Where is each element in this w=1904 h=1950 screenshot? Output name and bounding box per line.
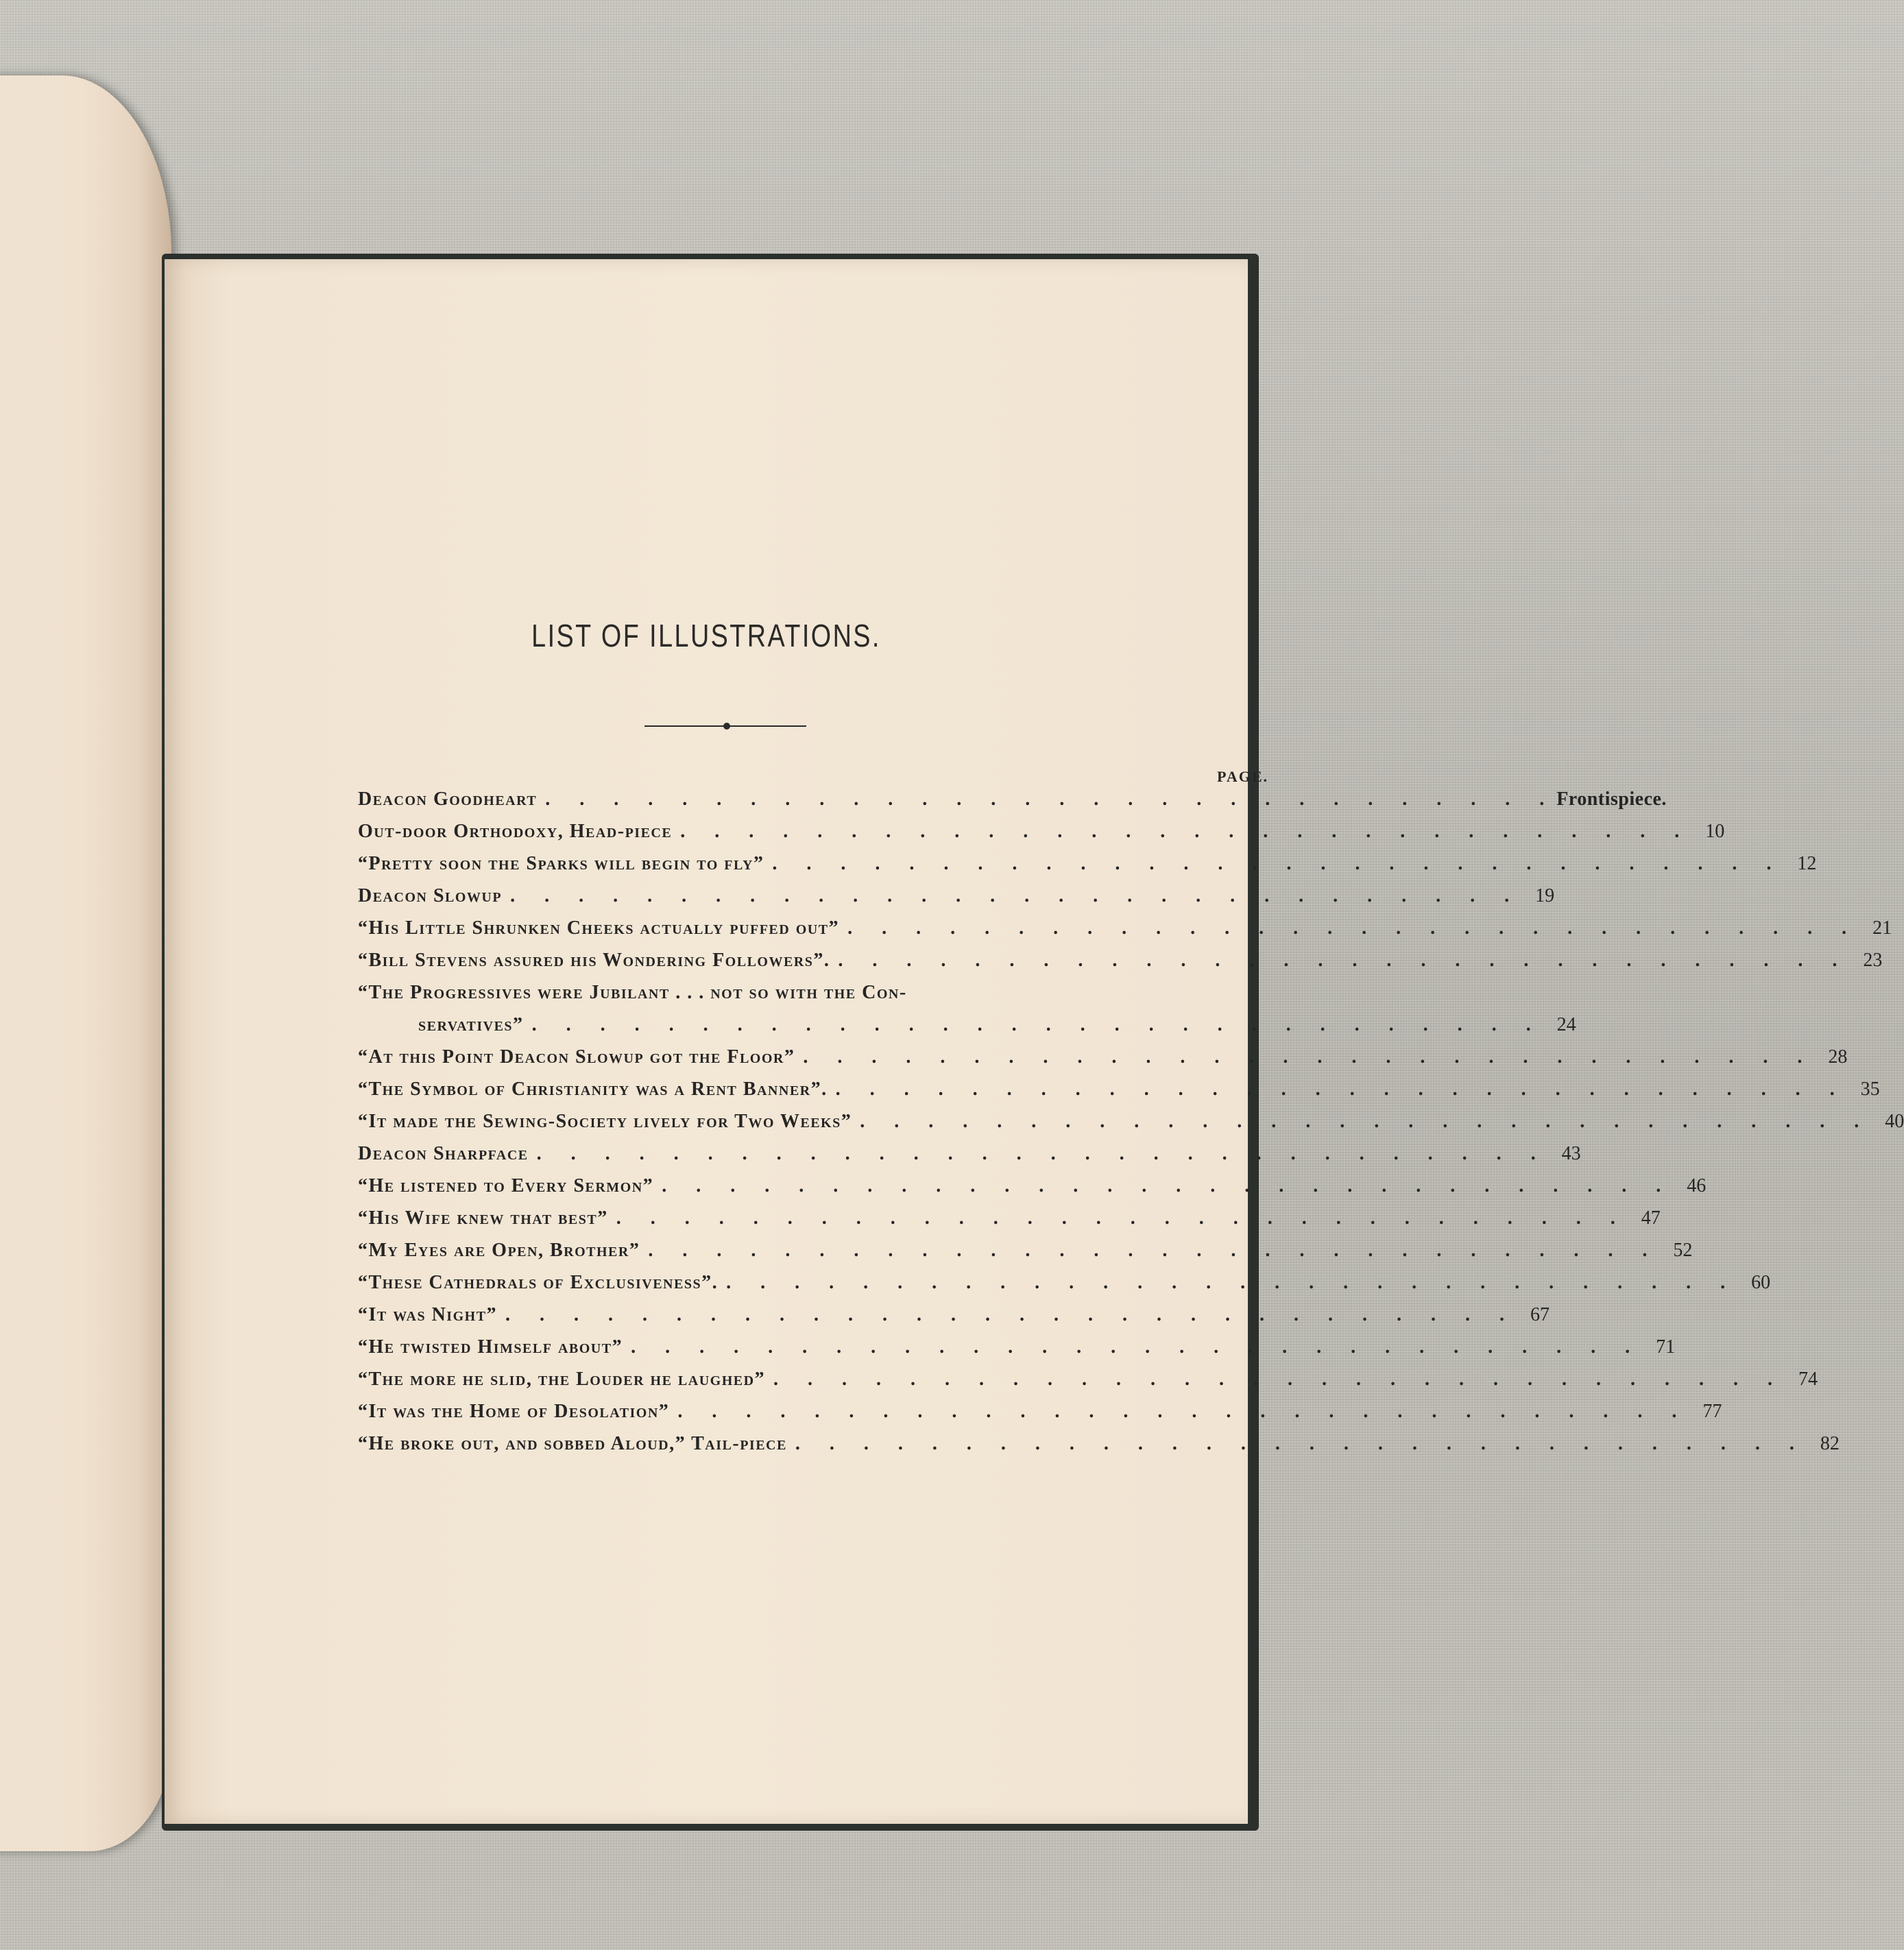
entry-label: “It was the Home of Desolation” [358,1401,670,1422]
list-item [358,1401,1722,1433]
entry-label: “He broke out, and sobbed Aloud,” Tail-piece [358,1433,787,1454]
list-item [358,950,1883,982]
dot-leader: . . . . . . . . . . . . . . . . . . . . . . . . . . . . . . [838,950,1850,971]
entry-page-number: 71 [1656,1336,1676,1358]
entry-label: Deacon Slowup [358,885,503,906]
entry-page-number: 12 [1797,853,1817,874]
entry-label: “He twisted Himself about” [358,1336,623,1358]
left-page [0,75,171,1851]
entry-page-number: 10 [1705,821,1725,842]
entry-page-number: 23 [1863,950,1883,971]
list-item [358,1240,1693,1272]
dot-leader: . . . . . . . . . . . . . . . . . . . . . . . . . . . . . . [505,1304,1517,1325]
entry-page-number: 24 [1556,1014,1576,1035]
entry-page-number: 35 [1860,1079,1880,1100]
entry-label: Deacon Goodheart [358,789,538,810]
dot-leader: . . . . . . . . . . . . . . . . . . . . . . . . . . . . . . [510,885,1522,906]
list-item [358,885,1555,917]
dot-leader: . . . . . . . . . . . . . . . . . . . . . . . . . . . . . . [680,821,1692,842]
entry-label: “These Cathedrals of Exclusiveness”. [358,1272,719,1293]
list-item [358,1433,1840,1465]
dot-leader: . . . . . . . . . . . . . . . . . . . . . . . . . . . . . . [772,853,1784,874]
entry-page-number: 52 [1673,1240,1693,1261]
list-item [358,1175,1707,1207]
entry-page-number: 40 [1885,1111,1904,1132]
entry-label: “At this Point Deacon Slowup got the Floor” [358,1046,795,1068]
entry-label: servatives” [418,1014,524,1035]
list-item [358,1304,1550,1336]
entry-page-number: 19 [1535,885,1555,906]
entry-page-number: 47 [1641,1207,1661,1229]
list-item [358,1272,1771,1304]
entry-label: “His Little Shrunken Cheeks actually puffed out” [358,917,840,939]
entry-label: Out-door Orthodoxy, Head-piece [358,821,673,842]
list-item [358,789,1667,821]
dot-leader: . . . . . . . . . . . . . . . . . . . . . . . . . . . . . . [531,1014,1543,1035]
entry-page-number: 82 [1820,1433,1840,1454]
list-item [358,1111,1904,1143]
entry-label: “The Progressives were Jubilant . . . not so with the Con- [358,982,907,1003]
entry-label: “Bill Stevens assured his Wondering Followers”. [358,950,830,971]
entry-label: “It was Night” [358,1304,498,1325]
entry-page-number: 21 [1872,917,1892,939]
entry-page-number: Frontispiece. [1556,789,1667,810]
entry-page-number: 67 [1530,1304,1550,1325]
dot-leader: . . . . . . . . . . . . . . . . . . . . . . . . . . . . . . [631,1336,1643,1358]
list-item [358,1014,1576,1046]
list-item [358,1207,1661,1240]
dot-leader: . . . . . . . . . . . . . . . . . . . . . . . . . . . . . . [726,1272,1738,1293]
list-item [358,982,1277,1014]
list-item [358,1079,1880,1111]
entry-label: “He listened to Every Sermon” [358,1175,654,1196]
right-page [165,259,1904,1824]
entry-page-number: 77 [1702,1401,1722,1422]
entry-label: “His Wife knew that best” [358,1207,608,1229]
entry-label: “My Eyes are Open, Brother” [358,1240,640,1261]
dot-leader: . . . . . . . . . . . . . . . . . . . . . . . . . . . . . . [616,1207,1628,1229]
list-item [358,853,1817,885]
list-item [358,821,1725,853]
dot-leader: . . . . . . . . . . . . . . . . . . . . . . . . . . . . . . [803,1046,1815,1068]
entry-label: “It made the Sewing-Society lively for Two Weeks” [358,1111,852,1132]
dot-leader: . . . . . . . . . . . . . . . . . . . . . . . . . . . . . . [773,1369,1785,1390]
page-title: LIST OF ILLUSTRATIONS. [531,618,881,653]
dot-leader: . . . . . . . . . . . . . . . . . . . . . . . . . . . . . . [677,1401,1689,1422]
title-ornament-rule [644,721,806,731]
list-item [358,917,1892,950]
entry-page-number: 28 [1828,1046,1848,1068]
dot-leader: . . . . . . . . . . . . . . . . . . . . . . . . . . . . . . [536,1143,1548,1164]
dot-leader: . . . . . . . . . . . . . . . . . . . . . . . . . . . . . . [795,1433,1807,1454]
entry-page-number: 43 [1561,1143,1581,1164]
page-column-header: PAGE. [1217,768,1268,785]
dot-leader: . . . . . . . . . . . . . . . . . . . . . . . . . . . . . . [860,1111,1872,1132]
dot-leader: . . . . . . . . . . . . . . . . . . . . . . . . . . . . . . [545,789,1557,810]
list-item [358,1369,1818,1401]
entries-container [358,789,1904,1465]
list-item [358,1143,1581,1175]
entry-label: “The Symbol of Christianity was a Rent Banner”. [358,1079,828,1100]
entry-page-number: 74 [1798,1369,1818,1390]
entry-page-number: 46 [1687,1175,1707,1196]
list-item [358,1336,1676,1369]
dot-leader: . . . . . . . . . . . . . . . . . . . . . . . . . . . . . . [648,1240,1660,1261]
entry-page-number: 60 [1751,1272,1771,1293]
dot-leader: . . . . . . . . . . . . . . . . . . . . . . . . . . . . . . [835,1079,1847,1100]
dot-leader: . . . . . . . . . . . . . . . . . . . . . . . . . . . . . . [662,1175,1674,1196]
entry-label: “Pretty soon the Sparks will begin to fly” [358,853,764,874]
entry-label: Deacon Sharpface [358,1143,529,1164]
dot-leader: . . . . . . . . . . . . . . . . . . . . . . . . . . . . . . [847,917,1859,939]
entry-label: “The more he slid, the Louder he laughed” [358,1369,766,1390]
list-item [358,1046,1848,1079]
